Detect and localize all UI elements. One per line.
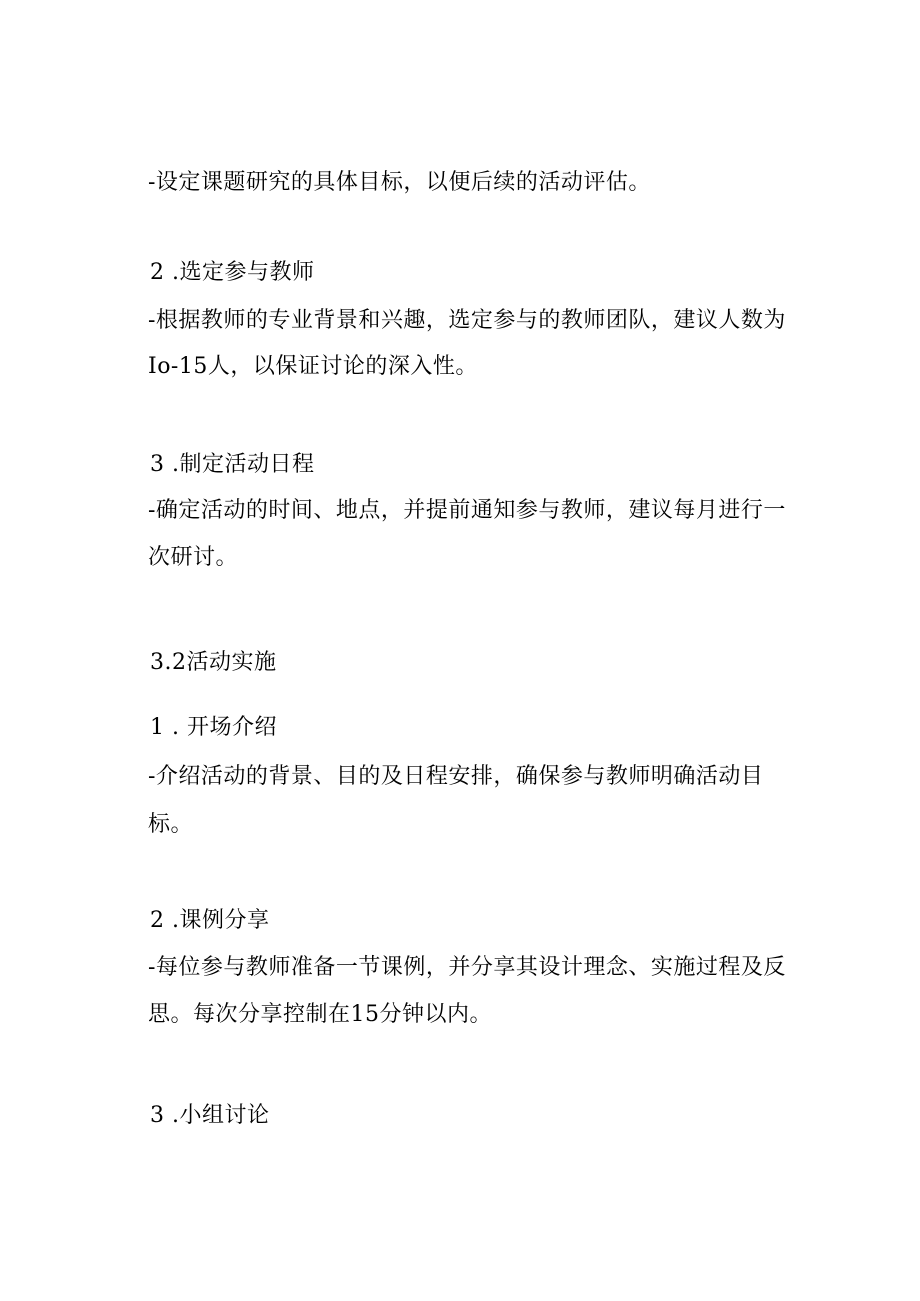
select-teachers-text-line-1: -根据教师的专业背景和兴趣，选定参与的教师团队，建议人数为: [148, 308, 786, 333]
item-lesson-sharing-heading: 2 .课例分享: [150, 908, 270, 933]
schedule-text-line-2: 次研讨。: [148, 545, 239, 570]
item-schedule-heading: 3 .制定活动日程: [150, 452, 315, 477]
lesson-sharing-text-line-1: -每位参与教师准备一节课例，并分享其设计理念、实施过程及反: [148, 955, 786, 980]
item-select-teachers-heading: 2 .选定参与教师: [150, 260, 315, 285]
goal-text: -设定课题研究的具体目标，以便后续的活动评估。: [148, 170, 651, 195]
opening-text-line-2: 标。: [148, 812, 194, 837]
lesson-sharing-text-line-2: 思。每次分享控制在15分钟以内。: [148, 1002, 492, 1027]
schedule-text-line-1: -确定活动的时间、地点，并提前通知参与教师，建议每月进行一: [148, 498, 786, 523]
section-3-2-heading: 3.2活动实施: [150, 650, 277, 675]
item-group-discussion-heading: 3 .小组讨论: [150, 1103, 270, 1128]
item-opening-heading: 1 . 开场介绍: [150, 715, 277, 740]
opening-text-line-1: -介绍活动的背景、目的及日程安排，确保参与教师明确活动目: [148, 764, 764, 789]
select-teachers-text-line-2: Io-15人，以保证讨论的深入性。: [148, 354, 478, 379]
